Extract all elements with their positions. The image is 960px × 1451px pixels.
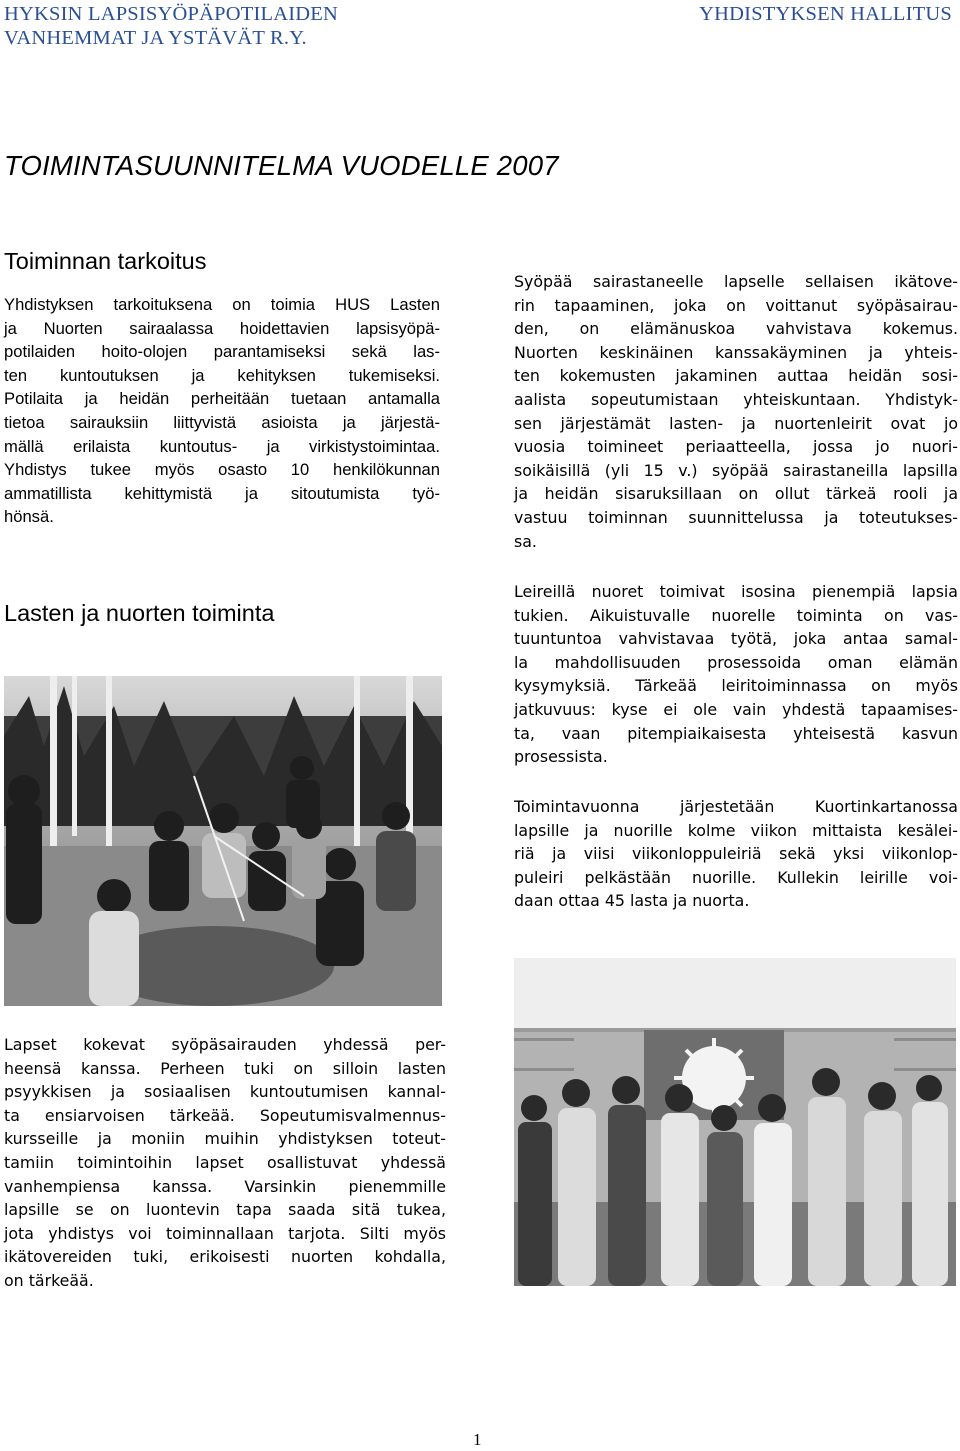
campfire-photo <box>4 676 442 1006</box>
right-paragraph-2-line: tukien. Aikuistuvalle nuorelle toiminta on vas- <box>514 605 958 625</box>
right-paragraph-1-line: Syöpää sairastaneelle lapselle sellaisen ikätove- <box>514 272 958 291</box>
right-paragraph-1-line: den, on elämänuskoa vahvistava kokemus. <box>514 319 958 339</box>
heading-purpose: Toiminnan tarkoitus <box>4 248 207 274</box>
right-paragraph-1-line: soikäisillä (yli 15 v.) syöpää sairastaneilla lapsilla <box>514 460 958 480</box>
header-organization-line-1: HYKSIN LAPSISYÖPÄPOTILAIDEN <box>4 3 338 25</box>
purpose-line: hönsä. <box>4 507 54 527</box>
right-paragraph-1-line: sen järjestämät lasten- ja nuortenleirit ovat jo <box>514 413 958 433</box>
document-title: TOIMINTASUUNNITELMA VUODELLE 2007 <box>4 150 559 181</box>
left-bottom-line: heensä kanssa. Perheen tuki on silloin lasten <box>4 1058 446 1078</box>
right-paragraph-2-line: tuuntuntoa vahvistavaa työtä, joka antaa samal- <box>514 629 958 649</box>
right-paragraph-3-line: riä ja viisi viikonloppuleiriä sekä yksi viikonlop- <box>514 844 958 864</box>
purpose-line: potilaiden hoito-olojen parantamiseksi sekä las- <box>4 342 440 362</box>
purpose-line: tietoa sairauksiin liittyvistä asioista ja järjestä- <box>4 412 440 432</box>
purpose-line: ammatillista kehittymistä ja sitoutumista työ- <box>4 483 440 503</box>
right-paragraph-3-line: daan ottaa 45 lasta ja nuorta. <box>514 891 750 911</box>
left-bottom-line: lapsille se on luontevin tapa saada sitä tukea, <box>4 1200 446 1220</box>
right-paragraph-2-line: Leireillä nuoret toimivat isosina pienempiä lapsia <box>514 582 958 601</box>
left-bottom-line: ta ensiarvoisen tärkeää. Sopeutumisvalmennus- <box>4 1105 446 1125</box>
right-paragraph-1-line: Nuorten keskinäinen kanssakäyminen ja yhteis- <box>514 342 958 362</box>
right-paragraph-1-line: ja heidän sisaruksillaan on ollut tärkeä rooli ja <box>514 484 958 504</box>
right-paragraph-3-line: Toimintavuonna järjestetään Kuortinkartanossa <box>514 797 958 816</box>
left-bottom-line: ikätovereiden tuki, erikoisesti nuorten kohdalla, <box>4 1247 446 1267</box>
right-paragraph-1-line: vuosia toimineet periaatteella, jossa jo nuori- <box>514 437 958 457</box>
left-bottom-line: vanhempiensa kanssa. Varsinkin pienemmille <box>4 1176 446 1196</box>
right-paragraph-3-line: puleiri pelkästään nuorille. Kullekin leirille voi- <box>514 867 958 887</box>
right-paragraph-2-line: jatkuvuus: kyse ei ole vain yhdestä tapaamises- <box>514 699 958 719</box>
right-paragraph-1-line: vastuu toiminnan suunnittelussa ja toteutukses- <box>514 507 958 527</box>
header-board <box>699 2 952 26</box>
right-paragraph-1-line: sa. <box>514 531 537 551</box>
left-bottom-line: on tärkeää. <box>4 1270 94 1290</box>
left-bottom-line: Lapset kokevat syöpäsairauden yhdessä per- <box>4 1035 446 1054</box>
header-board-label: YHDISTYKSEN HALLITUS <box>699 3 952 25</box>
purpose-paragraph <box>4 293 440 529</box>
hall-photo <box>514 958 956 1286</box>
purpose-line: Yhdistys tukee myös osasto 10 henkilökunnan <box>4 460 440 480</box>
purpose-line: ja Nuorten sairaalassa hoidettavien lapsisyöpä- <box>4 318 440 338</box>
right-paragraph-2-line: kysymyksiä. Tärkeää leiritoiminnassa on myös <box>514 676 958 696</box>
right-paragraph-1-line: aalista sopeutumistaan yhteiskuntaan. Yhdistyk- <box>514 389 958 409</box>
right-paragraph-1-line: rin tapaaminen, joka on voittanut syöpäsairau- <box>514 295 958 315</box>
right-paragraph-3 <box>514 795 958 913</box>
left-bottom-line: kursseille ja moniin muihin yhdistyksen toteut- <box>4 1129 446 1149</box>
left-bottom-paragraph <box>4 1033 446 1293</box>
heading-activities: Lasten ja nuorten toiminta <box>4 600 275 626</box>
header-organization-line-2: VANHEMMAT JA YSTÄVÄT R.Y. <box>4 27 307 49</box>
right-paragraph-2 <box>514 580 958 769</box>
left-bottom-line: tamiin toimintoihin lapset osallistuvat yhdessä <box>4 1152 446 1172</box>
right-paragraph-3-line: lapsille ja nuorille kolme viikon mittaista kesälei- <box>514 820 958 840</box>
purpose-line: Potilaita ja heidän perheitään tuetaan antamalla <box>4 389 440 409</box>
left-bottom-line: psyykkisen ja sosiaalisen kuntoutumisen kannal- <box>4 1082 446 1102</box>
page-number: 1 <box>473 1430 482 1449</box>
purpose-line: ten kuntoutuksen ja kehityksen tukemiseksi. <box>4 365 440 385</box>
right-paragraph-2-line: ta, vaan pitempiaikaisesta yhteisestä kasvun <box>514 723 958 743</box>
purpose-line: mällä erilaista kuntoutus- ja virkistystoimintaa. <box>4 436 440 456</box>
right-paragraph-1 <box>514 270 958 553</box>
right-paragraph-1-line: ten kokemusten jakaminen auttaa heidän sosi- <box>514 366 958 386</box>
right-paragraph-2-line: la mahdollisuuden prosessoida oman elämän <box>514 652 958 672</box>
purpose-line: Yhdistyksen tarkoituksena on toimia HUS Lasten <box>4 295 440 314</box>
header-organization <box>4 2 338 50</box>
right-paragraph-2-line: prosessista. <box>514 747 608 767</box>
left-bottom-line: jota yhdistys voi toiminnallaan tarjota. Silti myös <box>4 1223 446 1243</box>
